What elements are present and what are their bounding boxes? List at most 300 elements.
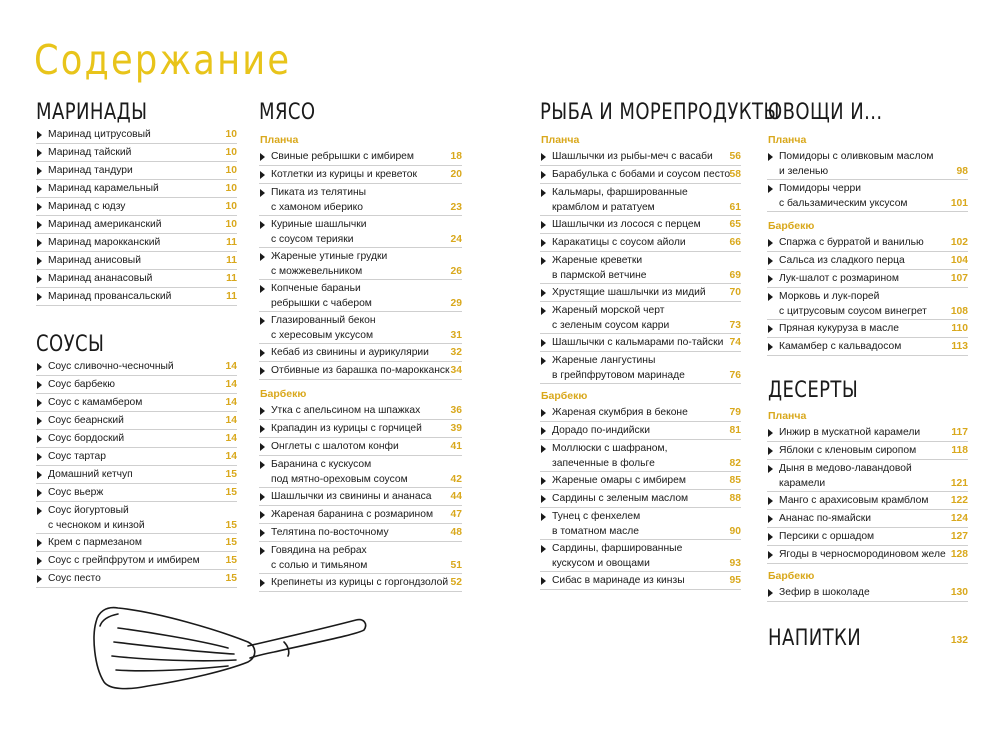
list-item[interactable]	[259, 282, 463, 314]
page-number: 51	[450, 560, 462, 571]
list-item[interactable]	[540, 236, 742, 254]
list-item[interactable]	[540, 354, 742, 386]
arrow-bullet-icon	[541, 153, 546, 161]
list-item[interactable]	[36, 128, 236, 146]
list-item[interactable]	[36, 414, 236, 432]
list-item[interactable]	[540, 442, 742, 474]
page-number: 56	[729, 151, 741, 162]
page-number: 14	[225, 451, 237, 462]
page-number: 110	[951, 323, 968, 334]
divider-line	[540, 233, 741, 234]
page-number: 107	[950, 273, 968, 284]
section-title: МАРИНАДЫ	[36, 100, 148, 125]
list-item[interactable]	[36, 254, 236, 272]
arrow-bullet-icon	[37, 435, 42, 443]
item-title-line2: карамели	[779, 478, 826, 489]
divider-line	[767, 287, 968, 288]
divider-line	[540, 589, 741, 590]
item-title: Соус сливочно-чесночный	[48, 361, 174, 372]
section-title: МЯСО	[259, 100, 316, 125]
page-number: 14	[225, 397, 237, 408]
arrow-bullet-icon	[768, 293, 773, 301]
arrow-bullet-icon	[260, 153, 265, 161]
subsection-title: Планча	[768, 134, 807, 146]
arrow-bullet-icon	[768, 153, 773, 161]
page-number: 11	[226, 237, 237, 248]
arrow-bullet-icon	[541, 409, 546, 417]
item-title: Утка с апельсином на шпажках	[271, 405, 421, 416]
page-number: 24	[450, 234, 462, 245]
item-title: Соус вьерж	[48, 487, 104, 498]
arrow-bullet-icon	[260, 317, 265, 325]
page-number: 81	[729, 425, 741, 436]
item-title: Спаржа с бурратой и ванилью	[779, 237, 924, 248]
item-title: Маринад тандури	[48, 165, 133, 176]
page-number: 10	[225, 165, 237, 176]
divider-line	[259, 311, 462, 312]
item-title-line2: кускусом и овощами	[552, 558, 650, 569]
item-title-line2: крамблом и рататуем	[552, 202, 655, 213]
item-title: Жареная баранина с розмарином	[271, 509, 434, 520]
item-title: Маринад провансальский	[48, 291, 172, 302]
list-item[interactable]	[259, 440, 463, 458]
page-number: 14	[225, 415, 237, 426]
list-item[interactable]	[259, 576, 463, 594]
divider-line	[36, 197, 237, 198]
list-item[interactable]	[36, 572, 236, 590]
page-number: 90	[729, 526, 741, 537]
page-number: 85	[729, 475, 741, 486]
arrow-bullet-icon	[768, 447, 773, 455]
list-item[interactable]	[540, 150, 742, 168]
page-number: 104	[950, 255, 968, 266]
list-item[interactable]	[259, 218, 463, 250]
list-item[interactable]	[36, 504, 236, 536]
item-title: Маринад анисовый	[48, 255, 141, 266]
list-item[interactable]	[767, 586, 967, 604]
page-number: 47	[450, 509, 462, 520]
list-item[interactable]	[36, 396, 236, 414]
arrow-bullet-icon	[541, 289, 546, 297]
arrow-bullet-icon	[768, 551, 773, 559]
arrow-bullet-icon	[768, 257, 773, 265]
divider-line	[259, 419, 462, 420]
divider-line	[259, 247, 462, 248]
list-item[interactable]	[767, 530, 967, 548]
item-title-line2: с соусом терияки	[271, 234, 354, 245]
arrow-bullet-icon	[541, 445, 546, 453]
arrow-bullet-icon	[260, 285, 265, 293]
list-item[interactable]	[36, 164, 236, 182]
section-title: НАПИТКИ	[768, 626, 862, 651]
page-number: 20	[450, 169, 462, 180]
page-number: 74	[729, 337, 741, 348]
list-item[interactable]	[36, 146, 236, 164]
item-title: Сибас в маринаде из кинзы	[552, 575, 685, 586]
arrow-bullet-icon	[541, 513, 546, 521]
arrow-bullet-icon	[260, 547, 265, 555]
item-title: Жареные креветки	[552, 255, 643, 266]
divider-line	[36, 161, 237, 162]
arrow-bullet-icon	[541, 427, 546, 435]
item-title: Шашлычки из рыбы-меч с васаби	[552, 151, 713, 162]
item-title: Дорадо по-индийски	[552, 425, 650, 436]
page-number: 42	[450, 474, 462, 485]
item-title: Соус беарнский	[48, 415, 124, 426]
list-item[interactable]	[36, 468, 236, 486]
list-item[interactable]	[767, 340, 967, 358]
page-number: 41	[450, 441, 462, 452]
page-number: 124	[950, 513, 968, 524]
arrow-bullet-icon	[541, 577, 546, 585]
page-number: 93	[729, 558, 741, 569]
list-item[interactable]	[540, 474, 742, 492]
item-title: Яблоки с кленовым сиропом	[779, 445, 917, 456]
list-item[interactable]	[259, 544, 463, 576]
divider-line	[36, 501, 237, 502]
section-title: СОУСЫ	[36, 332, 105, 357]
divider-line	[767, 337, 968, 338]
list-item[interactable]	[259, 250, 463, 282]
list-item[interactable]	[36, 290, 236, 308]
divider-line	[540, 333, 741, 334]
item-title-line2: с хересовым уксусом	[271, 330, 374, 341]
page-number: 34	[450, 365, 462, 376]
arrow-bullet-icon	[37, 539, 42, 547]
arrow-bullet-icon	[260, 221, 265, 229]
list-item[interactable]	[540, 254, 742, 286]
divider-line	[36, 411, 237, 412]
arrow-bullet-icon	[768, 429, 773, 437]
list-item[interactable]	[259, 186, 463, 218]
page-number: 66	[729, 237, 741, 248]
list-item[interactable]	[259, 404, 463, 422]
arrow-bullet-icon	[37, 453, 42, 461]
section-title: ОВОЩИ И...	[768, 100, 883, 125]
page-number: 108	[950, 306, 968, 317]
arrow-bullet-icon	[541, 477, 546, 485]
page-number: 39	[450, 423, 462, 434]
page-number: 73	[729, 320, 741, 331]
item-title-line2: с чесноком и кинзой	[48, 520, 145, 531]
page-number: 113	[951, 341, 968, 352]
arrow-bullet-icon	[37, 417, 42, 425]
page-number: 31	[450, 330, 462, 341]
list-item[interactable]	[259, 314, 463, 346]
item-title: Копченые бараньи	[271, 283, 361, 294]
list-item[interactable]	[259, 346, 463, 364]
divider-line	[540, 165, 741, 166]
list-item[interactable]	[36, 360, 236, 378]
divider-line	[767, 319, 968, 320]
item-title: Ананас по-ямайски	[779, 513, 871, 524]
arrow-bullet-icon	[260, 253, 265, 261]
divider-line	[767, 527, 968, 528]
divider-line	[767, 269, 968, 270]
list-item[interactable]	[259, 364, 463, 382]
arrow-bullet-icon	[37, 293, 42, 301]
item-title: Маринад ананасовый	[48, 273, 153, 284]
divider-line	[540, 439, 741, 440]
page-number: 122	[950, 495, 968, 506]
page-number: 128	[950, 549, 968, 560]
list-item[interactable]	[540, 574, 742, 592]
list-item[interactable]	[259, 508, 463, 526]
list-item[interactable]	[540, 218, 742, 236]
arrow-bullet-icon	[541, 221, 546, 229]
divider-line	[36, 233, 237, 234]
divider-line	[540, 383, 741, 384]
divider-line	[540, 183, 741, 184]
list-item[interactable]	[540, 304, 742, 336]
list-item[interactable]	[36, 218, 236, 236]
list-item[interactable]	[540, 168, 742, 186]
divider-line	[540, 507, 741, 508]
list-item[interactable]	[540, 424, 742, 442]
page-number: 15	[225, 487, 237, 498]
item-title: Помидоры с оливковым маслом	[779, 151, 934, 162]
page-number: 82	[729, 458, 741, 469]
list-item[interactable]	[767, 272, 967, 290]
divider-line	[36, 143, 237, 144]
divider-line	[36, 305, 237, 306]
list-item[interactable]	[259, 458, 463, 490]
subsection-title: Барбекю	[541, 390, 588, 402]
list-item[interactable]	[259, 490, 463, 508]
list-item[interactable]	[36, 200, 236, 218]
item-title: Отбивные из барашка по-марокканск	[271, 365, 450, 376]
page-number: 10	[225, 183, 237, 194]
page-title: Содержание	[34, 36, 292, 84]
divider-line	[767, 211, 968, 212]
item-title: Свиные ребрышки с имбирем	[271, 151, 414, 162]
item-title: Шашлычки с кальмарами по-тайски	[552, 337, 724, 348]
divider-line	[259, 437, 462, 438]
item-title: Глазированный бекон	[271, 315, 376, 326]
item-title: Маринад с юдзу	[48, 201, 126, 212]
list-item[interactable]	[259, 168, 463, 186]
page-number: 10	[225, 129, 237, 140]
item-title: Кальмары, фаршированные	[552, 187, 688, 198]
divider-line	[259, 487, 462, 488]
arrow-bullet-icon	[768, 185, 773, 193]
section-title: ДЕСЕРТЫ	[768, 378, 859, 403]
item-title: Телятина по-восточному	[271, 527, 389, 538]
item-title: Соус песто	[48, 573, 101, 584]
divider-line	[36, 483, 237, 484]
divider-line	[259, 279, 462, 280]
page-number: 23	[450, 202, 462, 213]
divider-line	[259, 573, 462, 574]
list-item[interactable]	[36, 432, 236, 450]
list-item[interactable]	[767, 322, 967, 340]
list-item[interactable]	[767, 150, 967, 182]
page-number: 10	[225, 219, 237, 230]
list-item[interactable]	[767, 462, 967, 494]
divider-line	[259, 343, 462, 344]
item-title: Пиката из телятины	[271, 187, 367, 198]
item-title: Барабулька с бобами и соусом песто	[552, 169, 731, 180]
arrow-bullet-icon	[768, 343, 773, 351]
arrow-bullet-icon	[260, 529, 265, 537]
page-number: 44	[450, 491, 462, 502]
item-title-line2: с цитрусовым соусом винегрет	[779, 306, 927, 317]
item-title: Соус тартар	[48, 451, 106, 462]
page-number: 15	[225, 555, 237, 566]
divider-line	[767, 355, 968, 356]
subsection-title: Барбекю	[260, 388, 307, 400]
list-item[interactable]	[767, 254, 967, 272]
list-item[interactable]	[540, 492, 742, 510]
list-item[interactable]	[767, 290, 967, 322]
divider-line	[36, 375, 237, 376]
arrow-bullet-icon	[260, 349, 265, 357]
divider-line	[767, 491, 968, 492]
arrow-bullet-icon	[768, 533, 773, 541]
page-number: 14	[225, 379, 237, 390]
arrow-bullet-icon	[768, 239, 773, 247]
page-number: 132	[950, 635, 968, 646]
list-item[interactable]	[767, 426, 967, 444]
page-number: 102	[950, 237, 968, 248]
page-number: 88	[729, 493, 741, 504]
divider-line	[540, 301, 741, 302]
list-item[interactable]	[36, 272, 236, 290]
divider-line	[767, 179, 968, 180]
list-item[interactable]	[259, 150, 463, 168]
item-title: Сардины с зеленым маслом	[552, 493, 689, 504]
page-number: 98	[956, 166, 968, 177]
page-number: 61	[729, 202, 741, 213]
list-item[interactable]	[259, 526, 463, 544]
page-number: 11	[226, 255, 237, 266]
list-item[interactable]	[36, 486, 236, 504]
arrow-bullet-icon	[37, 381, 42, 389]
list-item[interactable]	[767, 494, 967, 512]
subsection-title: Барбекю	[768, 570, 815, 582]
arrow-bullet-icon	[260, 367, 265, 375]
item-title: Шашлычки из свинины и ананаса	[271, 491, 432, 502]
subsection-title: Планча	[541, 134, 580, 146]
arrow-bullet-icon	[37, 507, 42, 515]
arrow-bullet-icon	[37, 131, 42, 139]
page-number: 79	[729, 407, 741, 418]
list-item[interactable]	[540, 406, 742, 424]
arrow-bullet-icon	[541, 257, 546, 265]
item-title-line2: с хамоном иберико	[271, 202, 364, 213]
arrow-bullet-icon	[37, 557, 42, 565]
arrow-bullet-icon	[37, 471, 42, 479]
item-title: Хрустящие шашлычки из мидий	[552, 287, 706, 298]
item-title: Котлетки из курицы и креветок	[271, 169, 417, 180]
item-title: Онглеты с шалотом конфи	[271, 441, 399, 452]
page-number: 70	[729, 287, 741, 298]
arrow-bullet-icon	[541, 545, 546, 553]
divider-line	[767, 509, 968, 510]
divider-line	[259, 505, 462, 506]
page-number: 29	[450, 298, 462, 309]
item-title: Маринад тайский	[48, 147, 132, 158]
list-item[interactable]	[540, 510, 742, 542]
list-item[interactable]	[540, 286, 742, 304]
list-item[interactable]	[767, 444, 967, 462]
arrow-bullet-icon	[768, 325, 773, 333]
divider-line	[767, 459, 968, 460]
item-title: Маринад американский	[48, 219, 162, 230]
item-title-line2: под мятно-ореховым соусом	[271, 474, 408, 485]
list-item[interactable]	[540, 186, 742, 218]
page-number: 10	[225, 147, 237, 158]
page-number: 130	[950, 587, 968, 598]
page-number: 65	[729, 219, 741, 230]
divider-line	[767, 601, 968, 602]
item-title: Зефир в шоколаде	[779, 587, 870, 598]
item-title-line2: с солью и тимьяном	[271, 560, 368, 571]
list-item[interactable]	[540, 336, 742, 354]
item-title-line2: с бальзамическим уксусом	[779, 198, 908, 209]
divider-line	[767, 251, 968, 252]
list-item[interactable]	[36, 536, 236, 554]
list-item[interactable]	[540, 542, 742, 574]
list-item[interactable]	[36, 182, 236, 200]
list-item[interactable]	[36, 236, 236, 254]
arrow-bullet-icon	[768, 589, 773, 597]
subsection-title: Барбекю	[768, 220, 815, 232]
divider-line	[767, 441, 968, 442]
list-item[interactable]	[767, 236, 967, 254]
item-title: Морковь и лук-порей	[779, 291, 880, 302]
divider-line	[259, 361, 462, 362]
arrow-bullet-icon	[541, 495, 546, 503]
divider-line	[767, 545, 968, 546]
item-title: Домашний кетчуп	[48, 469, 133, 480]
spatula-illustration	[88, 600, 368, 692]
item-title: Соус с камамбером	[48, 397, 143, 408]
arrow-bullet-icon	[260, 425, 265, 433]
list-item[interactable]	[259, 422, 463, 440]
divider-line	[259, 455, 462, 456]
divider-line	[540, 421, 741, 422]
item-title: Крападин из курицы с горчицей	[271, 423, 422, 434]
item-title: Маринад карамельный	[48, 183, 159, 194]
list-item[interactable]	[36, 554, 236, 572]
item-title: Сардины, фаршированные	[552, 543, 683, 554]
item-title: Тунец с фенхелем	[552, 511, 641, 522]
arrow-bullet-icon	[260, 579, 265, 587]
list-item[interactable]	[767, 548, 967, 566]
item-title-line2: с зеленым соусом карри	[552, 320, 670, 331]
item-title: Ягоды в черносмородиновом желе	[779, 549, 946, 560]
divider-line	[36, 179, 237, 180]
list-item[interactable]	[36, 378, 236, 396]
list-item[interactable]	[767, 512, 967, 530]
arrow-bullet-icon	[37, 399, 42, 407]
divider-line	[36, 533, 237, 534]
item-title: Соус с грейпфрутом и имбирем	[48, 555, 200, 566]
page-number: 36	[450, 405, 462, 416]
item-title: Маринад марокканский	[48, 237, 161, 248]
page-number: 11	[226, 291, 237, 302]
page-number: 69	[729, 270, 741, 281]
arrow-bullet-icon	[541, 357, 546, 365]
list-item[interactable]	[36, 450, 236, 468]
page-number: 26	[450, 266, 462, 277]
divider-line	[540, 539, 741, 540]
page-number: 10	[225, 201, 237, 212]
item-title: Жареные лангустины	[552, 355, 656, 366]
list-item[interactable]	[767, 182, 967, 214]
arrow-bullet-icon	[768, 275, 773, 283]
